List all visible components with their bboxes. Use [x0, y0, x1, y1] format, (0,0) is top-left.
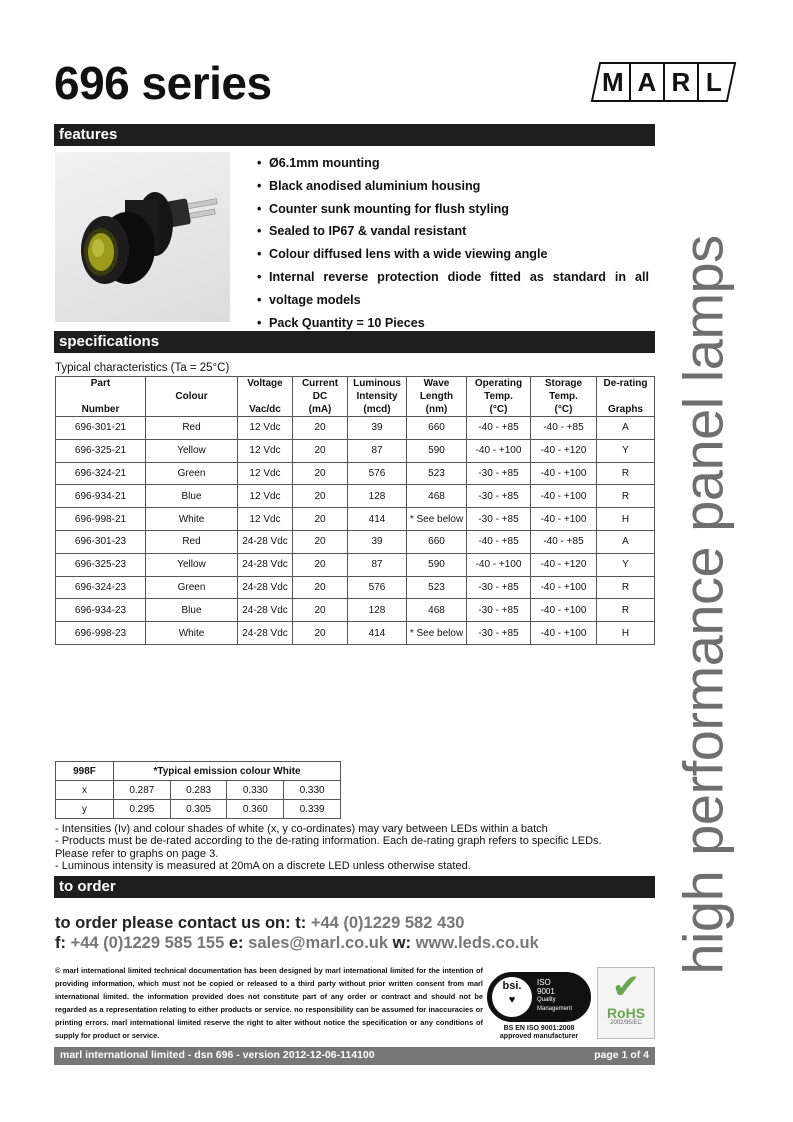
- spec-cell: -30 - +85: [467, 622, 531, 645]
- spec-cell: 696-998-23: [56, 622, 146, 645]
- spec-notes: [55, 823, 615, 872]
- note-line: - Intensities (Iv) and colour shades of white (x, y co-ordinates) may vary between LEDs within a batch: [55, 823, 548, 835]
- spec-row: [56, 439, 655, 462]
- rohs-logo: [597, 967, 655, 1039]
- disclaimer-text: © marl international limited technical documentation has been designed by marl international limited for the intention of providing information, which must not be copied or released to a third party without prior written consent from marl international limited. the information provided does not constitute part of any order or contract and should not be regarded as a representation relating to either products or service. no responsibility can be assumed for inaccuracies or printing errors. marl international limited reserve the right to alter without notice the specification or any conditions of supply for product or service.: [55, 966, 483, 1040]
- features-list: [257, 152, 649, 334]
- footer-bar: [54, 1047, 655, 1065]
- rohs-label: RoHS: [606, 1005, 646, 1021]
- iso-label: ISO: [537, 978, 551, 987]
- emission-value: 0.339: [284, 800, 341, 819]
- emission-table: [55, 761, 341, 819]
- bsi-mark: [492, 977, 532, 1017]
- spec-cell: 523: [407, 462, 467, 485]
- fax-number: +44 (0)1229 585 155: [70, 934, 225, 952]
- header-voltage: Voltage Vac/dc: [238, 377, 293, 417]
- spec-cell: 24-28 Vdc: [238, 622, 293, 645]
- spec-cell: R: [597, 462, 655, 485]
- spec-cell: 696-934-23: [56, 599, 146, 622]
- spec-cell: -30 - +85: [467, 508, 531, 531]
- spec-cell: 39: [348, 417, 407, 440]
- spec-cell: White: [146, 508, 238, 531]
- spec-cell: Yellow: [146, 439, 238, 462]
- emission-value: 0.330: [227, 781, 284, 800]
- spec-cell: -40 - +100: [531, 462, 597, 485]
- spec-cell: Blue: [146, 485, 238, 508]
- spec-cell: 20: [293, 462, 348, 485]
- spec-header-row: [56, 377, 655, 417]
- heart-icon: ♥: [508, 994, 516, 1006]
- contact-block: [55, 913, 539, 953]
- emission-value: 0.287: [114, 781, 171, 800]
- spec-cell: -40 - +85: [531, 417, 597, 440]
- side-tagline-text: high performance panel lamps: [671, 235, 735, 975]
- header-derating-graphs: De-rating Graphs: [597, 377, 655, 417]
- spec-cell: 576: [348, 576, 407, 599]
- spec-cell: * See below: [407, 622, 467, 645]
- spec-cell: -30 - +85: [467, 576, 531, 599]
- logo-letter: M: [597, 64, 631, 100]
- spec-cell: 87: [348, 439, 407, 462]
- spec-cell: -40 - +100: [531, 485, 597, 508]
- spec-cell: Yellow: [146, 553, 238, 576]
- page-title: 696 series: [54, 57, 272, 109]
- spec-cell: 696-934-21: [56, 485, 146, 508]
- email-link[interactable]: sales@marl.co.uk: [248, 934, 389, 952]
- spec-cell: 696-998-21: [56, 508, 146, 531]
- spec-cell: 590: [407, 553, 467, 576]
- spec-cell: 576: [348, 462, 407, 485]
- product-photo: [55, 152, 230, 322]
- spec-cell: 696-301-23: [56, 530, 146, 553]
- spec-cell: Red: [146, 530, 238, 553]
- spec-cell: 12 Vdc: [238, 508, 293, 531]
- spec-cell: Blue: [146, 599, 238, 622]
- emission-code: 998F: [56, 762, 114, 781]
- spec-cell: 468: [407, 599, 467, 622]
- marl-logo: [591, 62, 737, 102]
- spec-cell: 696-325-23: [56, 553, 146, 576]
- web-label: w:: [392, 934, 411, 952]
- spec-cell: 696-324-23: [56, 576, 146, 599]
- spec-cell: 128: [348, 599, 407, 622]
- spec-cell: 468: [407, 485, 467, 508]
- spec-cell: -40 - +100: [467, 439, 531, 462]
- spec-cell: 590: [407, 439, 467, 462]
- logo-letter: A: [631, 64, 665, 100]
- spec-cell: 24-28 Vdc: [238, 553, 293, 576]
- spec-cell: -40 - +85: [531, 530, 597, 553]
- emission-row: [56, 800, 341, 819]
- spec-row: [56, 508, 655, 531]
- spec-cell: 24-28 Vdc: [238, 576, 293, 599]
- note-line: - Luminous intensity is measured at 20mA on a discrete LED unless otherwise stated.: [55, 859, 471, 872]
- spec-row: [56, 553, 655, 576]
- header-part-number: Part Number: [56, 377, 146, 417]
- spec-cell: H: [597, 622, 655, 645]
- rohs-directive: 2002/95/EC: [610, 1020, 642, 1026]
- spec-cell: -40 - +100: [531, 622, 597, 645]
- spec-cell: 20: [293, 553, 348, 576]
- spec-cell: -30 - +85: [467, 462, 531, 485]
- spec-cell: -30 - +85: [467, 485, 531, 508]
- bsi-caption-line2: approved manufacturer: [499, 1033, 579, 1040]
- spec-table: [55, 376, 655, 645]
- spec-cell: -40 - +100: [531, 508, 597, 531]
- spec-cell: 696-324-21: [56, 462, 146, 485]
- spec-cell: 696-301-21: [56, 417, 146, 440]
- email-label: e:: [228, 934, 244, 952]
- spec-cell: 20: [293, 530, 348, 553]
- spec-cell: 20: [293, 576, 348, 599]
- footer-page-number: page 1 of 4: [594, 1049, 649, 1061]
- header-colour: Colour: [146, 377, 238, 417]
- spec-table-body: [56, 417, 655, 645]
- header-current: Current DC (mA): [293, 377, 348, 417]
- logo-letter: R: [665, 64, 699, 100]
- note-line: - Products must be de-rated according to the de-rating information. Each de-rating graph refers to specific LEDs. Please refer to graphs on page 3.: [55, 835, 602, 860]
- spec-cell: 24-28 Vdc: [238, 599, 293, 622]
- spec-row: [56, 462, 655, 485]
- emission-header-row: [56, 762, 341, 781]
- spec-cell: H: [597, 508, 655, 531]
- iso-qm: Quality Management: [537, 997, 573, 1012]
- contact-lead: to order please contact us on:: [55, 914, 291, 932]
- spec-caption: Typical characteristics (Ta = 25°C): [55, 362, 230, 374]
- spec-cell: 87: [348, 553, 407, 576]
- spec-cell: 39: [348, 530, 407, 553]
- spec-cell: 414: [348, 622, 407, 645]
- header-operating-temp: Operating Temp. (°C): [467, 377, 531, 417]
- spec-cell: 414: [348, 508, 407, 531]
- emission-value: 0.295: [114, 800, 171, 819]
- web-link[interactable]: www.leds.co.uk: [415, 934, 539, 952]
- spec-row: [56, 485, 655, 508]
- spec-cell: 20: [293, 439, 348, 462]
- feature-item: • Sealed to IP67 & vandal resistant: [257, 220, 649, 243]
- header-luminous-intensity: Luminous Intensity (mcd): [348, 377, 407, 417]
- spec-cell: 24-28 Vdc: [238, 530, 293, 553]
- spec-cell: R: [597, 599, 655, 622]
- bsi-mark-text: bsi.: [502, 980, 522, 992]
- spec-cell: 696-325-21: [56, 439, 146, 462]
- spec-cell: 20: [293, 622, 348, 645]
- emission-value: 0.360: [227, 800, 284, 819]
- spec-cell: 12 Vdc: [238, 462, 293, 485]
- spec-cell: 523: [407, 576, 467, 599]
- iso-number: 9001: [537, 987, 555, 996]
- spec-cell: Y: [597, 553, 655, 576]
- side-tagline: [668, 170, 738, 1040]
- spec-cell: 128: [348, 485, 407, 508]
- spec-cell: 20: [293, 485, 348, 508]
- bsi-iso-logo: [487, 972, 591, 1022]
- spec-row: [56, 530, 655, 553]
- spec-row: [56, 417, 655, 440]
- spec-cell: 12 Vdc: [238, 417, 293, 440]
- spec-cell: 20: [293, 599, 348, 622]
- feature-item: • Ø6.1mm mounting: [257, 152, 649, 175]
- bsi-caption: [487, 1025, 591, 1041]
- spec-cell: * See below: [407, 508, 467, 531]
- spec-cell: White: [146, 622, 238, 645]
- phone-number[interactable]: +44 (0)1229 582 430: [310, 914, 465, 932]
- to-order-heading: to order: [54, 876, 655, 898]
- spec-cell: Green: [146, 576, 238, 599]
- spec-row: [56, 599, 655, 622]
- spec-cell: 20: [293, 417, 348, 440]
- feature-item-continuation: [257, 289, 649, 312]
- spec-cell: Green: [146, 462, 238, 485]
- spec-cell: -40 - +85: [467, 417, 531, 440]
- spec-cell: A: [597, 417, 655, 440]
- features-heading: features: [54, 124, 655, 146]
- spec-cell: 12 Vdc: [238, 439, 293, 462]
- spec-cell: -40 - +120: [531, 553, 597, 576]
- checkmark-icon: ✔: [611, 968, 641, 1006]
- header-storage-temp: Storage Temp. (°C): [531, 377, 597, 417]
- spec-row: [56, 622, 655, 645]
- spec-cell: 660: [407, 417, 467, 440]
- spec-cell: Red: [146, 417, 238, 440]
- spec-cell: -40 - +100: [531, 576, 597, 599]
- spec-cell: 12 Vdc: [238, 485, 293, 508]
- header-wave-length: Wave Length (nm): [407, 377, 467, 417]
- emission-heading: *Typical emission colour White: [114, 762, 341, 781]
- logo-letter: L: [706, 66, 723, 97]
- contact-line-2: [55, 933, 539, 953]
- emission-axis-label: y: [56, 800, 114, 819]
- spec-cell: -40 - +100: [531, 599, 597, 622]
- footer-document-info: marl international limited - dsn 696 - version 2012-12-06-114100: [60, 1049, 375, 1061]
- feature-item: • Counter sunk mounting for flush styling: [257, 198, 649, 221]
- feature-continuation-text: voltage models: [269, 292, 361, 307]
- phone-label: t:: [295, 914, 307, 932]
- spec-cell: A: [597, 530, 655, 553]
- contact-line-1: [55, 913, 539, 933]
- feature-item: • Internal reverse protection diode fitted as standard in all: [257, 266, 649, 289]
- fax-label: f:: [55, 934, 66, 952]
- iso-text: [537, 978, 589, 1014]
- spec-cell: -40 - +85: [467, 530, 531, 553]
- bsi-caption-line1: BS EN ISO 9001:2008: [503, 1025, 575, 1032]
- spec-cell: Y: [597, 439, 655, 462]
- emission-row: [56, 781, 341, 800]
- emission-axis-label: x: [56, 781, 114, 800]
- feature-item: • Pack Quantity = 10 Pieces: [257, 312, 649, 335]
- spec-cell: -40 - +100: [467, 553, 531, 576]
- emission-table-body: [56, 781, 341, 819]
- specifications-heading: specifications: [54, 331, 655, 353]
- feature-item: • Colour diffused lens with a wide viewing angle: [257, 243, 649, 266]
- emission-value: 0.305: [170, 800, 227, 819]
- spec-row: [56, 576, 655, 599]
- spec-cell: 660: [407, 530, 467, 553]
- spec-cell: -30 - +85: [467, 599, 531, 622]
- spec-cell: 20: [293, 508, 348, 531]
- spec-cell: -40 - +120: [531, 439, 597, 462]
- emission-value: 0.283: [170, 781, 227, 800]
- spec-cell: R: [597, 576, 655, 599]
- emission-value: 0.330: [284, 781, 341, 800]
- spec-cell: R: [597, 485, 655, 508]
- feature-item: • Black anodised aluminium housing: [257, 175, 649, 198]
